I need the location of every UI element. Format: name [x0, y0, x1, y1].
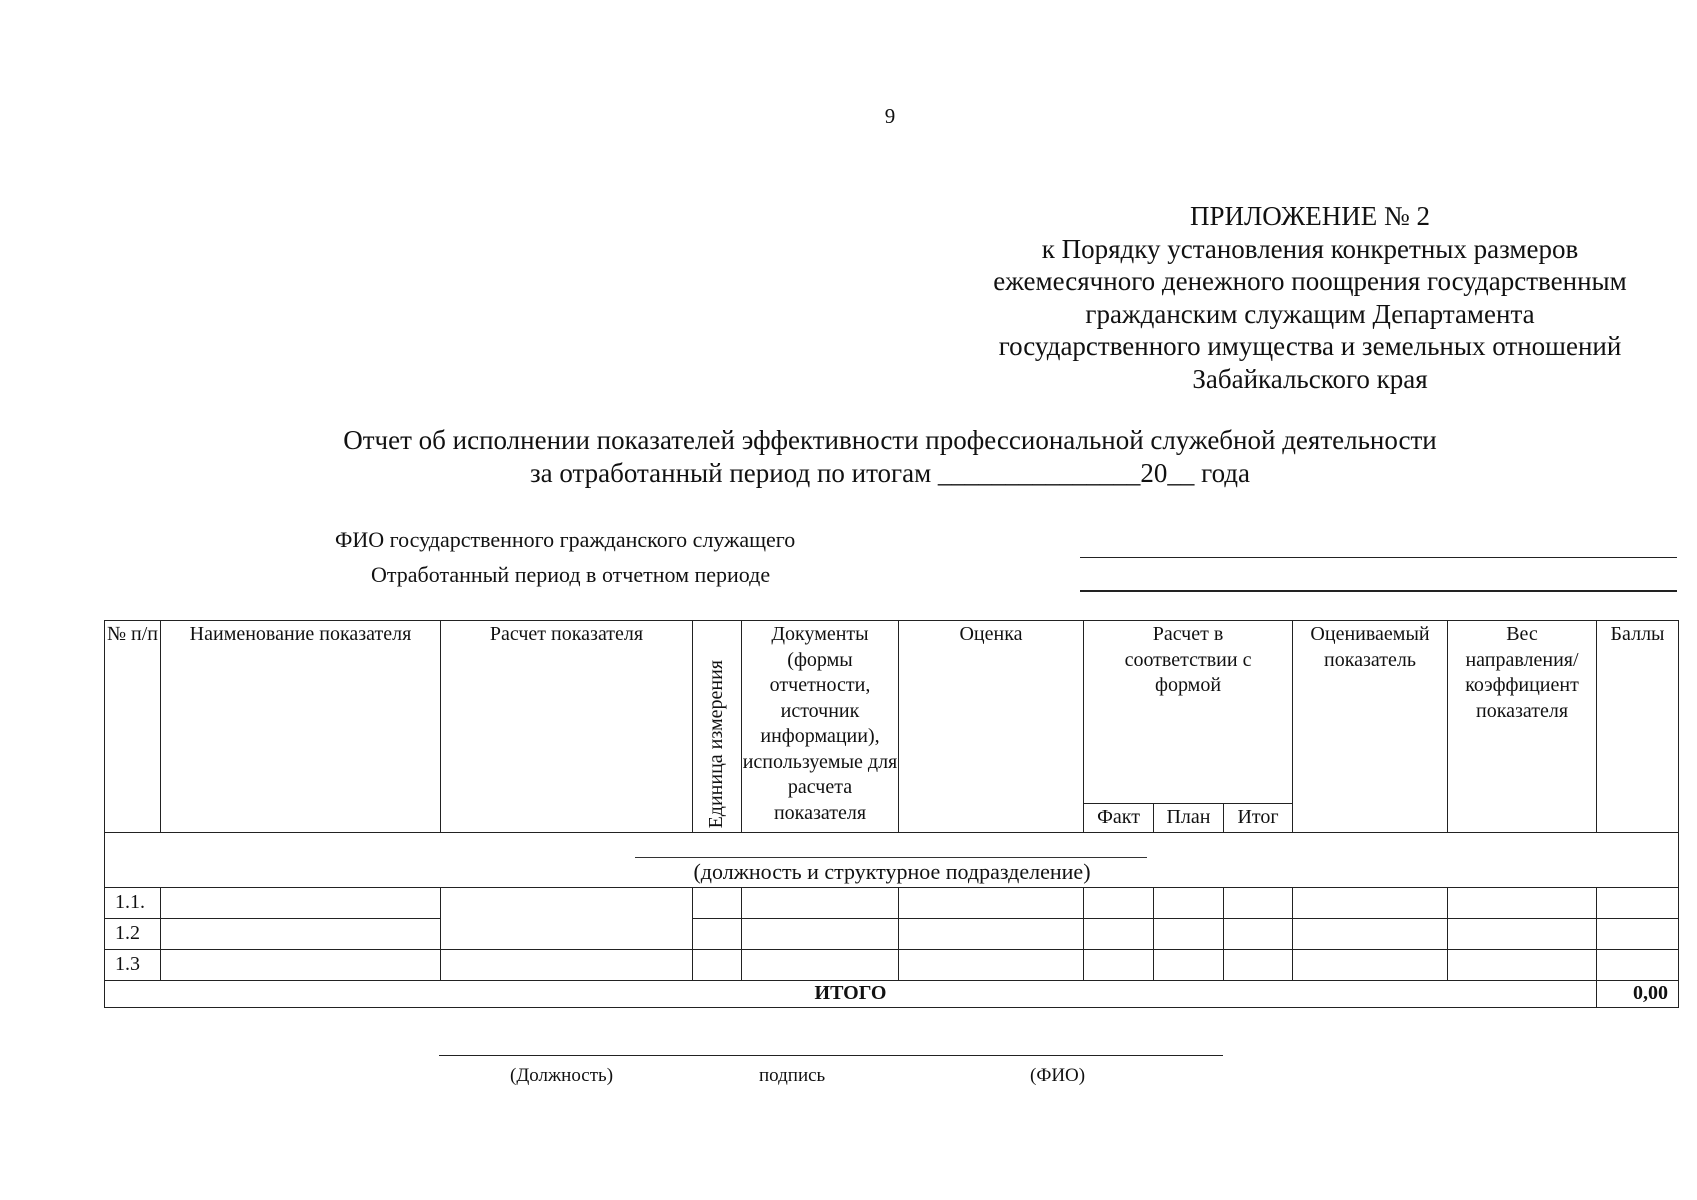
- section-row: [105, 833, 1679, 888]
- header-documents: Документы (формы отчетности, источник информации), используемые для расчета показателя: [742, 621, 899, 833]
- row-cell[interactable]: [1154, 888, 1224, 919]
- report-title-line: Отчет об исполнении показателей эффективности профессиональной служебной деятельности: [343, 425, 1437, 455]
- indicators-table: [104, 620, 1679, 1008]
- header-calc-by-form: Расчет в соответствии с формой: [1084, 621, 1293, 804]
- row-cell[interactable]: [1293, 919, 1448, 950]
- row-cell[interactable]: [693, 919, 742, 950]
- section-fill-line: [635, 857, 1147, 858]
- row-cell[interactable]: [899, 888, 1084, 919]
- signature-position-label: (Должность): [510, 1065, 614, 1086]
- row-cell[interactable]: [1154, 950, 1224, 981]
- row-cell[interactable]: [899, 919, 1084, 950]
- appendix-line: гражданским служащим Департамента: [1085, 298, 1535, 329]
- row-number: 1.1.: [105, 888, 161, 919]
- header-fact: Факт: [1084, 804, 1154, 833]
- header-unit: [693, 621, 742, 833]
- page-number: 9: [884, 104, 896, 128]
- table-row: [105, 950, 1679, 981]
- row-cell[interactable]: [742, 919, 899, 950]
- table-row: [105, 919, 1679, 950]
- row-calc-cell[interactable]: [441, 888, 693, 950]
- row-cell[interactable]: [1224, 919, 1293, 950]
- table-row: [105, 888, 1679, 919]
- row-cell[interactable]: [1224, 888, 1293, 919]
- row-cell[interactable]: [1293, 888, 1448, 919]
- signature-fio-label: (ФИО): [1030, 1065, 1086, 1086]
- row-name-cell[interactable]: [161, 919, 441, 950]
- header-evaluated-indicator: Оцениваемый показатель: [1293, 621, 1448, 833]
- total-label: ИТОГО: [105, 981, 1597, 1008]
- signature-fill-line: [439, 1055, 1223, 1056]
- header-num: № п/п: [105, 621, 161, 833]
- appendix-line: государственного имущества и земельных отношений: [998, 331, 1622, 361]
- row-cell[interactable]: [1597, 888, 1679, 919]
- row-cell[interactable]: [742, 888, 899, 919]
- row-cell[interactable]: [693, 950, 742, 981]
- appendix-line: Забайкальского края: [1192, 363, 1428, 394]
- row-cell[interactable]: [1154, 919, 1224, 950]
- row-cell[interactable]: [1293, 950, 1448, 981]
- row-cell[interactable]: [1597, 950, 1679, 981]
- header-result: Итог: [1224, 804, 1293, 833]
- appendix-line: к Порядку установления конкретных размеров: [1041, 233, 1579, 264]
- fio-fill-line: [1080, 557, 1677, 558]
- header-points: Баллы: [1597, 621, 1679, 833]
- row-number: 1.3: [105, 950, 161, 981]
- fio-label: ФИО государственного гражданского служащего: [335, 527, 796, 552]
- report-title: [160, 424, 1620, 489]
- header-indicator-calc: Расчет показателя: [441, 621, 693, 833]
- section-caption: (должность и структурное подразделение): [693, 859, 1091, 884]
- header-assessment: Оценка: [899, 621, 1084, 833]
- row-name-cell[interactable]: [161, 888, 441, 919]
- row-cell[interactable]: [1448, 950, 1597, 981]
- row-name-cell[interactable]: [161, 950, 441, 981]
- table-header-row: [105, 621, 1679, 804]
- report-period-line: за отработанный период по итогам _______________20__ года: [529, 457, 1251, 488]
- row-cell[interactable]: [1084, 888, 1154, 919]
- header-weight: Вес направления/ коэффициент показателя: [1448, 621, 1597, 833]
- row-cell[interactable]: [742, 950, 899, 981]
- row-calc-cell[interactable]: [441, 950, 693, 981]
- row-cell[interactable]: [1448, 888, 1597, 919]
- header-plan: План: [1154, 804, 1224, 833]
- row-cell[interactable]: [1448, 919, 1597, 950]
- signature-label: подпись: [759, 1065, 826, 1086]
- row-cell[interactable]: [1084, 919, 1154, 950]
- total-row: [105, 981, 1679, 1008]
- header-indicator-name: Наименование показателя: [161, 621, 441, 833]
- row-cell[interactable]: [1597, 919, 1679, 950]
- appendix-header: [950, 200, 1670, 395]
- appendix-line: ежемесячного денежного поощрения государственным: [993, 266, 1627, 296]
- row-cell[interactable]: [1224, 950, 1293, 981]
- row-number: 1.2: [105, 919, 161, 950]
- worked-period-label: Отработанный период в отчетном периоде: [371, 562, 771, 587]
- row-cell[interactable]: [899, 950, 1084, 981]
- header-unit-text: Единица измерения: [705, 659, 728, 828]
- row-cell[interactable]: [693, 888, 742, 919]
- row-cell[interactable]: [1084, 950, 1154, 981]
- section-cell: [105, 833, 1679, 888]
- total-value: 0,00: [1597, 981, 1679, 1008]
- appendix-title: ПРИЛОЖЕНИЕ № 2: [1189, 201, 1431, 231]
- worked-period-fill-line: [1080, 590, 1677, 592]
